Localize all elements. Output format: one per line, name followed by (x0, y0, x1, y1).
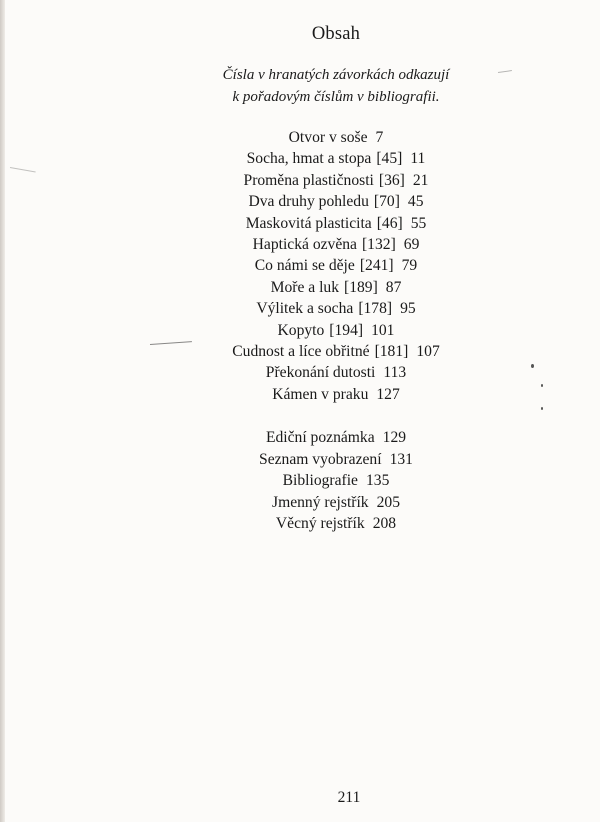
toc-entry-reference: [241] (359, 257, 394, 275)
toc-entry-page: 107 (416, 343, 440, 361)
toc-entry-title: Seznam vyobrazení (259, 450, 382, 468)
toc-entry-page: 7 (375, 129, 384, 146)
toc-entry-reference: [46] (376, 214, 403, 232)
toc-entry-page: 55 (410, 214, 427, 232)
toc-entry-title: Bibliografie (282, 472, 358, 490)
toc-entry (0, 127, 600, 148)
toc-entry (0, 513, 600, 534)
toc-entry-title: Cudnost a líce obřitné (232, 343, 370, 361)
toc-entry-title: Překonání dutosti (265, 364, 376, 382)
scan-speck (541, 384, 543, 387)
toc-entry-reference: [70] (373, 193, 400, 211)
toc-entry-page: 79 (401, 257, 418, 275)
toc-entry-page: 11 (410, 150, 426, 168)
toc-entry (0, 427, 600, 448)
toc-entry-reference: [45] (376, 150, 403, 168)
toc-entry (0, 213, 600, 234)
toc-entry (0, 298, 600, 319)
toc-entry-title: Co námi se děje (254, 257, 355, 275)
toc-entry-title: Jmenný rejstřík (272, 493, 369, 511)
table-of-contents (0, 127, 600, 534)
toc-entry-title: Maskovitá plasticita (245, 214, 372, 232)
scan-speck (541, 407, 543, 410)
toc-entry-reference: [194] (329, 321, 364, 339)
toc-entry-page: 208 (372, 514, 397, 532)
toc-entry (0, 170, 600, 191)
toc-entry-page: 101 (371, 321, 395, 339)
toc-entry-page: 135 (365, 472, 390, 490)
toc-entry (0, 277, 600, 298)
toc-entry (0, 148, 600, 169)
toc-entry-title: Proměna plastičnosti (243, 171, 374, 189)
toc-entry-title: Ediční poznámka (265, 429, 375, 447)
page-number: 211 (337, 789, 361, 806)
toc-entry-title: Kopyto (277, 321, 325, 339)
toc-entry (0, 341, 600, 362)
section-gap (0, 405, 600, 427)
toc-entry (0, 449, 600, 470)
toc-entry (0, 384, 600, 405)
toc-entry-page: 21 (412, 171, 429, 189)
toc-entry (0, 470, 600, 491)
contents-heading: Obsah (311, 24, 361, 44)
toc-entry-reference: [178] (358, 300, 393, 318)
toc-entry-page: 127 (376, 385, 400, 403)
toc-entry-reference: [132] (361, 236, 396, 254)
toc-entry (0, 234, 600, 255)
toc-entry-title: Moře a luk (270, 278, 340, 296)
toc-entry (0, 492, 600, 513)
appendix-list (0, 427, 600, 534)
toc-entry (0, 191, 600, 212)
toc-entry-title: Otvor v soše (288, 129, 368, 146)
toc-entry-reference: [36] (378, 171, 405, 189)
toc-entry-page: 95 (400, 300, 416, 318)
toc-entry-page: 205 (376, 493, 400, 511)
toc-entry-page: 69 (403, 236, 420, 254)
toc-entry (0, 362, 600, 383)
toc-entry-title: Výlitek a socha (256, 300, 354, 318)
toc-entry-page: 87 (385, 278, 402, 296)
intro-note-line: k pořadovým číslům v bibliografii. (232, 89, 440, 105)
toc-entry-title: Kámen v praku (272, 385, 369, 403)
scan-speck (531, 364, 534, 368)
toc-entry (0, 320, 600, 341)
toc-entry (0, 255, 600, 276)
toc-entry-page: 45 (407, 193, 424, 211)
toc-entry-title: Dva druhy pohledu (248, 193, 369, 211)
toc-entry-page: 129 (382, 429, 407, 447)
intro-note-line: Čísla v hranatých závorkách odkazují (222, 67, 450, 83)
toc-entry-title: Socha, hmat a stopa (246, 150, 372, 168)
toc-entry-reference: [189] (344, 278, 378, 296)
chapter-list (0, 127, 600, 405)
toc-entry-title: Věcný rejstřík (275, 514, 365, 532)
toc-entry-page: 113 (383, 364, 407, 382)
toc-entry-reference: [181] (374, 343, 409, 361)
toc-entry-page: 131 (389, 450, 413, 468)
toc-entry-title: Haptická ozvěna (252, 236, 357, 254)
